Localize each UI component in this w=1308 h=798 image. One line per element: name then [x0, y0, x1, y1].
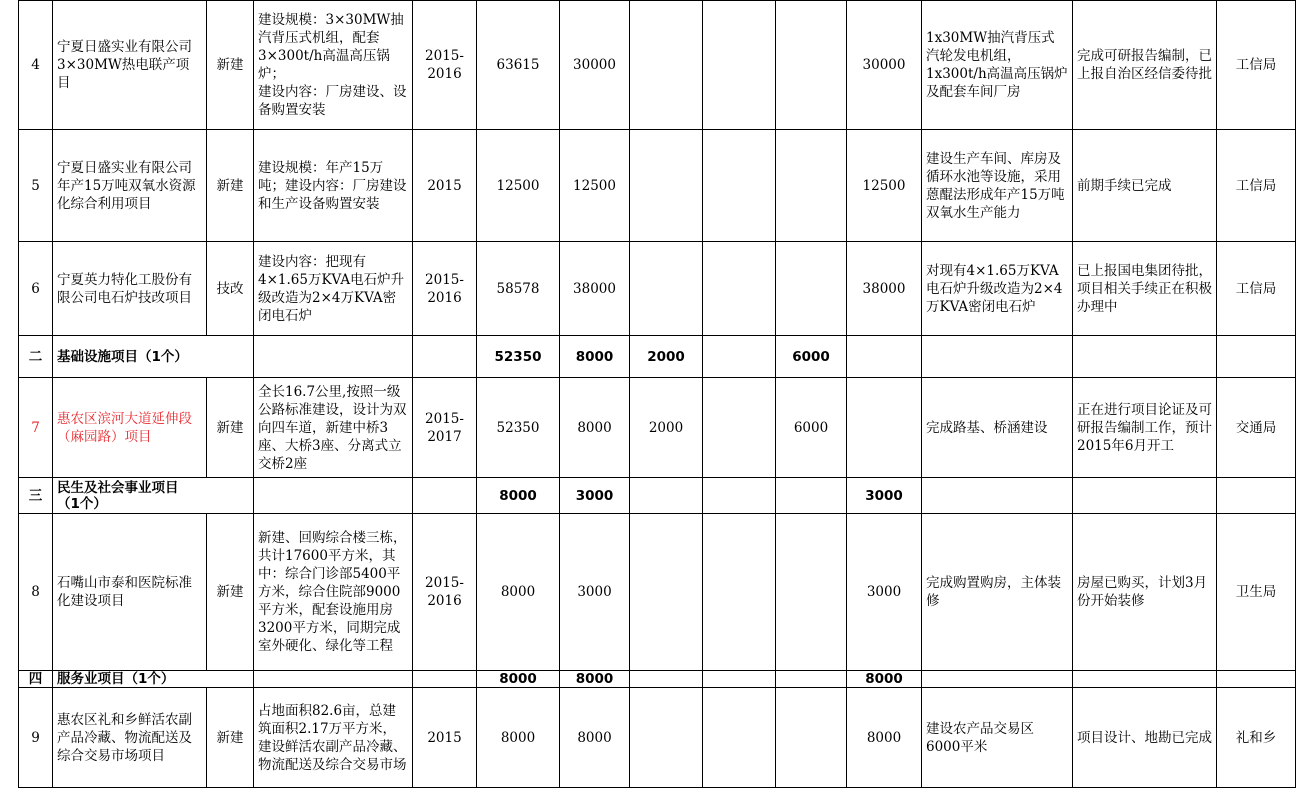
funding-source-3: 6000: [776, 378, 847, 478]
annual-progress: 完成路基、桥涵建设: [922, 378, 1073, 478]
funding-source-2: [703, 1, 776, 130]
empty-cell: [254, 671, 413, 688]
funding-source-1: [630, 242, 703, 336]
responsible-dept: 工信局: [1217, 130, 1296, 242]
category-row: [19, 671, 1296, 688]
empty-cell: [1073, 671, 1217, 688]
total-investment: 63615: [477, 1, 560, 130]
empty-cell: [1217, 478, 1296, 514]
construction-type: 新建: [207, 688, 254, 788]
empty-cell: [922, 478, 1073, 514]
category-funding-3: [776, 478, 847, 514]
funding-source-1: [630, 1, 703, 130]
category-funding-1: 2000: [630, 336, 703, 378]
category-funding-4: [847, 336, 922, 378]
category-annual-investment: 8000: [560, 336, 630, 378]
responsible-dept: 卫生局: [1217, 514, 1296, 671]
construction-content: 建设规模：年产15万吨；建设内容：厂房建设和生产设备购置安装: [254, 130, 413, 242]
annual-progress: 建设农产品交易区6000平米: [922, 688, 1073, 788]
current-status: 正在进行项目论证及可研报告编制工作，预计2015年6月开工: [1073, 378, 1217, 478]
annual-progress: 建设生产车间、库房及循环水池等设施，采用蒽醌法形成年产15万吨双氧水生产能力: [922, 130, 1073, 242]
category-funding-1: [630, 671, 703, 688]
construction-type: 新建: [207, 378, 254, 478]
empty-cell: [922, 671, 1073, 688]
empty-cell: [254, 336, 413, 378]
category-total-investment: 52350: [477, 336, 560, 378]
funding-source-2: [703, 242, 776, 336]
construction-type: 技改: [207, 242, 254, 336]
empty-cell: [1217, 336, 1296, 378]
row-number: 8: [19, 514, 53, 671]
empty-cell: [922, 336, 1073, 378]
project-table: [18, 0, 1296, 788]
category-total-investment: 8000: [477, 478, 560, 514]
current-status: 前期手续已完成: [1073, 130, 1217, 242]
empty-cell: [1217, 671, 1296, 688]
row-number: 9: [19, 688, 53, 788]
project-name: 宁夏日盛实业有限公司年产15万吨双氧水资源化综合利用项目: [53, 130, 207, 242]
category-funding-2: [703, 336, 776, 378]
funding-source-3: [776, 1, 847, 130]
category-title: 民生及社会事业项目 （1个）: [53, 478, 254, 514]
construction-type: 新建: [207, 514, 254, 671]
annual-investment: 12500: [560, 130, 630, 242]
category-funding-3: [776, 671, 847, 688]
construction-content: 建设规模：3×30MW抽汽背压式机组，配套3×300t/h高温高压锅炉； 建设内容：厂房建设、设备购置安装: [254, 1, 413, 130]
current-status: 完成可研报告编制，已上报自治区经信委待批: [1073, 1, 1217, 130]
empty-cell: [254, 478, 413, 514]
funding-source-4: 3000: [847, 514, 922, 671]
category-funding-4: 3000: [847, 478, 922, 514]
funding-source-3: [776, 688, 847, 788]
annual-investment: 8000: [560, 378, 630, 478]
funding-source-2: [703, 514, 776, 671]
funding-source-1: 2000: [630, 378, 703, 478]
construction-period: 2015: [413, 130, 477, 242]
construction-content: 建设内容：把现有4×1.65万KVA电石炉升级改造为2×4万KVA密闭电石炉: [254, 242, 413, 336]
category-row: [19, 336, 1296, 378]
total-investment: 52350: [477, 378, 560, 478]
funding-source-2: [703, 688, 776, 788]
responsible-dept: 礼和乡: [1217, 688, 1296, 788]
total-investment: 8000: [477, 514, 560, 671]
category-annual-investment: 8000: [560, 671, 630, 688]
table-row: [19, 1, 1296, 130]
current-status: 已上报国电集团待批，项目相关手续正在积极办理中: [1073, 242, 1217, 336]
funding-source-3: [776, 514, 847, 671]
annual-progress: 完成购置购房，主体装修: [922, 514, 1073, 671]
funding-source-4: 8000: [847, 688, 922, 788]
annual-progress: 对现有4×1.65万KVA电石炉升级改造为2×4万KVA密闭电石炉: [922, 242, 1073, 336]
project-name: 宁夏英力特化工股份有限公司电石炉技改项目: [53, 242, 207, 336]
category-funding-2: [703, 478, 776, 514]
empty-cell: [413, 478, 477, 514]
row-number: 5: [19, 130, 53, 242]
table-row: [19, 130, 1296, 242]
funding-source-4: 30000: [847, 1, 922, 130]
funding-source-4: 38000: [847, 242, 922, 336]
current-status: 项目设计、地勘已完成: [1073, 688, 1217, 788]
construction-content: 新建、回购综合楼三栋，共计17600平方米，其中：综合门诊部5400平方米，综合住院部9000平方米，配套设施用房3200平方米，同期完成室外硬化、绿化等工程: [254, 514, 413, 671]
funding-source-1: [630, 688, 703, 788]
annual-investment: 3000: [560, 514, 630, 671]
construction-content: 全长16.7公里,按照一级公路标准建设，设计为双向四车道，新建中桥3座、大桥3座、分离式立交桥2座: [254, 378, 413, 478]
category-total-investment: 8000: [477, 671, 560, 688]
row-number: 6: [19, 242, 53, 336]
funding-source-4: 12500: [847, 130, 922, 242]
construction-type: 新建: [207, 1, 254, 130]
funding-source-4: [847, 378, 922, 478]
empty-cell: [1073, 336, 1217, 378]
empty-cell: [413, 671, 477, 688]
empty-cell: [1073, 478, 1217, 514]
funding-source-2: [703, 378, 776, 478]
funding-source-1: [630, 514, 703, 671]
category-number: 四: [19, 671, 53, 688]
construction-period: 2015- 2016: [413, 1, 477, 130]
empty-cell: [413, 336, 477, 378]
construction-content: 占地面积82.6亩，总建筑面积2.17万平方米，建设鲜活农副产品冷藏、物流配送及综合交易市场: [254, 688, 413, 788]
category-funding-2: [703, 671, 776, 688]
category-number: 二: [19, 336, 53, 378]
current-status: 房屋已购买，计划3月份开始装修: [1073, 514, 1217, 671]
category-funding-3: 6000: [776, 336, 847, 378]
responsible-dept: 交通局: [1217, 378, 1296, 478]
row-number: 7: [19, 378, 53, 478]
table-row: [19, 688, 1296, 788]
annual-investment: 38000: [560, 242, 630, 336]
category-annual-investment: 3000: [560, 478, 630, 514]
category-title: 基础设施项目（1个）: [53, 336, 254, 378]
funding-source-3: [776, 130, 847, 242]
project-name: 惠农区滨河大道延伸段（麻园路）项目: [53, 378, 207, 478]
construction-period: 2015- 2017: [413, 378, 477, 478]
total-investment: 8000: [477, 688, 560, 788]
table-row: [19, 514, 1296, 671]
table-row: [19, 242, 1296, 336]
funding-source-2: [703, 130, 776, 242]
total-investment: 12500: [477, 130, 560, 242]
category-funding-4: 8000: [847, 671, 922, 688]
construction-type: 新建: [207, 130, 254, 242]
annual-progress: 1x30MW抽汽背压式汽轮发电机组，1x300t/h高温高压锅炉及配套车间厂房: [922, 1, 1073, 130]
table-body: [19, 1, 1296, 788]
category-funding-1: [630, 478, 703, 514]
category-title: 服务业项目（1个）: [53, 671, 254, 688]
construction-period: 2015- 2016: [413, 514, 477, 671]
construction-period: 2015: [413, 688, 477, 788]
category-number: 三: [19, 478, 53, 514]
funding-source-3: [776, 242, 847, 336]
category-row: [19, 478, 1296, 514]
project-name: 石嘴山市泰和医院标准化建设项目: [53, 514, 207, 671]
row-number: 4: [19, 1, 53, 130]
table-row: [19, 378, 1296, 478]
responsible-dept: 工信局: [1217, 242, 1296, 336]
funding-source-1: [630, 130, 703, 242]
annual-investment: 8000: [560, 688, 630, 788]
construction-period: 2015- 2016: [413, 242, 477, 336]
responsible-dept: 工信局: [1217, 1, 1296, 130]
annual-investment: 30000: [560, 1, 630, 130]
total-investment: 58578: [477, 242, 560, 336]
project-name: 惠农区礼和乡鲜活农副产品冷藏、物流配送及综合交易市场项目: [53, 688, 207, 788]
project-name: 宁夏日盛实业有限公司3×30MW热电联产项目: [53, 1, 207, 130]
